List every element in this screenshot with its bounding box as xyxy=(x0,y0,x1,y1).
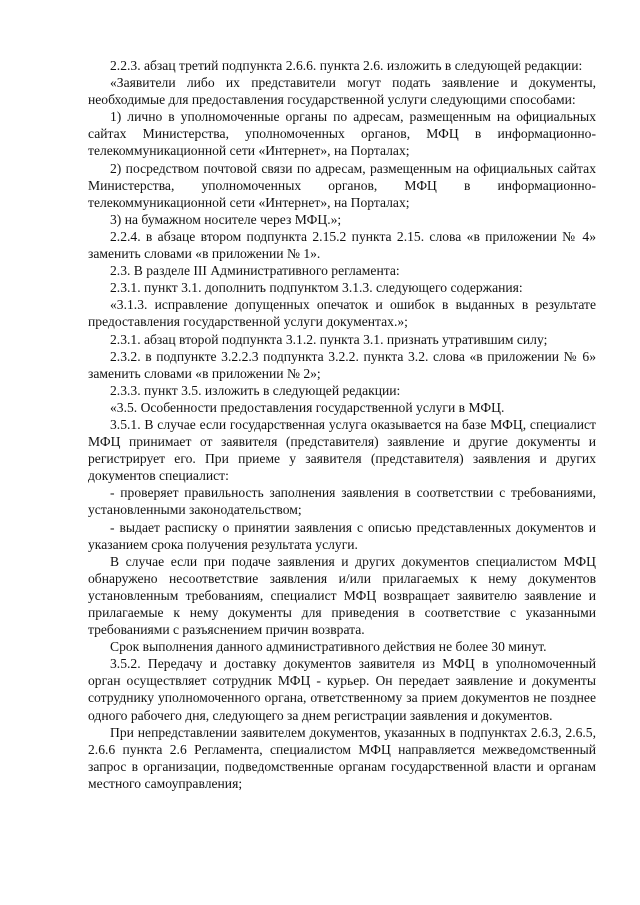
paragraph-2-2-3: 2.2.3. абзац третий подпункта 2.6.6. пункта 2.6. изложить в следующей редакции: xyxy=(110,58,583,73)
document-page xyxy=(88,57,596,792)
list-item-3: 3) на бумажном носителе через МФЦ.»; xyxy=(110,211,342,227)
paragraph-quote-3-5: «3.5. Особенности предоставления государственной услуги в МФЦ. xyxy=(110,399,505,415)
list-item-2: 2) посредством почтовой связи по адресам, размещенным на официальных сайтах Министерства, уполномоченных органов, МФЦ в информационно-телекоммуникационной сети «Интернет», на Порталах; xyxy=(88,160,596,210)
paragraph-3-5-1: 3.5.1. В случае если государственная услуга оказывается на базе МФЦ, специалист МФЦ принимает от заявителя (представителя) заявление и другие документы и регистрирует его. При приеме у заявителя (представителя) заявления и других документов специалист: xyxy=(88,416,596,484)
paragraph-quote-applicants: «Заявители либо их представители могут подать заявление и документы, необходимые для предоставления государственной услуги следующими способами: xyxy=(88,75,596,108)
paragraph-2-3: 2.3. В разделе III Административного регламента: xyxy=(110,263,400,279)
paragraph-2-3-1-a: 2.3.1. пункт 3.1. дополнить подпунктом 3.1.3. следующего содержания: xyxy=(110,280,523,296)
paragraph-2-2-4: 2.2.4. в абзаце втором подпункта 2.15.2 пункта 2.15. слова «в приложении № 4» заменить словами «в приложении № 1». xyxy=(88,228,596,262)
paragraph-non-submission: При непредставлении заявителем документов, указанных в подпунктах 2.6.3, 2.6.5, 2.6.6 пункта 2.6 Регламента, специалистом МФЦ направляется межведомственный запрос в организации, подведомственные органам государственной власти и органам местного самоуправления; xyxy=(88,724,596,791)
paragraph-deadline: Срок выполнения данного административного действия не более 30 минут. xyxy=(110,639,547,655)
paragraph-2-3-3: 2.3.3. пункт 3.5. изложить в следующей редакции: xyxy=(110,382,401,398)
paragraph-quote-3-1-3: «3.1.3. исправление допущенных опечаток и ошибок в выданных в результате предоставления государственной услуги документах.»; xyxy=(88,297,596,330)
paragraph-2-3-1-b: 2.3.1. абзац второй подпункта 3.1.2. пункта 3.1. признать утратившим силу; xyxy=(110,331,548,347)
paragraph-3-5-2: 3.5.2. Передачу и доставку документов заявителя из МФЦ в уполномоченный орган осуществляет сотрудник МФЦ - курьер. Он передает заявление и документы сотруднику уполномоченного органа, ответственному за прием документов не позднее одного рабочего дня, следующего за днем регистрации заявления и документов. xyxy=(88,656,596,723)
list-item-1: 1) лично в уполномоченные органы по адресам, размещенным на официальных сайтах Министерства, уполномоченных органов, МФЦ в информационно-телекоммуникационной сети «Интернет», на Порталах; xyxy=(88,109,596,159)
list-dash-item-1: - проверяет правильность заполнения заявления в соответствии с требованиями, установленными законодательством; xyxy=(88,485,596,518)
paragraph-2-3-2: 2.3.2. в подпункте 3.2.2.3 подпункта 3.2.2. пункта 3.2. слова «в приложении № 6» заменить словами «в приложении № 2»; xyxy=(88,348,596,381)
paragraph-mismatch: В случае если при подаче заявления и других документов специалистом МФЦ обнаружено несоответствие заявления и/или прилагаемых к нему документов установленным требованиям, специалист МФЦ возвращает заявителю заявление и прилагаемые к нему документы для приведения в соответствие с указанными требованиями с разъяснением причин возврата. xyxy=(88,553,596,638)
list-dash-item-2: - выдает расписку о принятии заявления с описью представленных документов и указанием срока получения результата услуги. xyxy=(88,519,596,552)
